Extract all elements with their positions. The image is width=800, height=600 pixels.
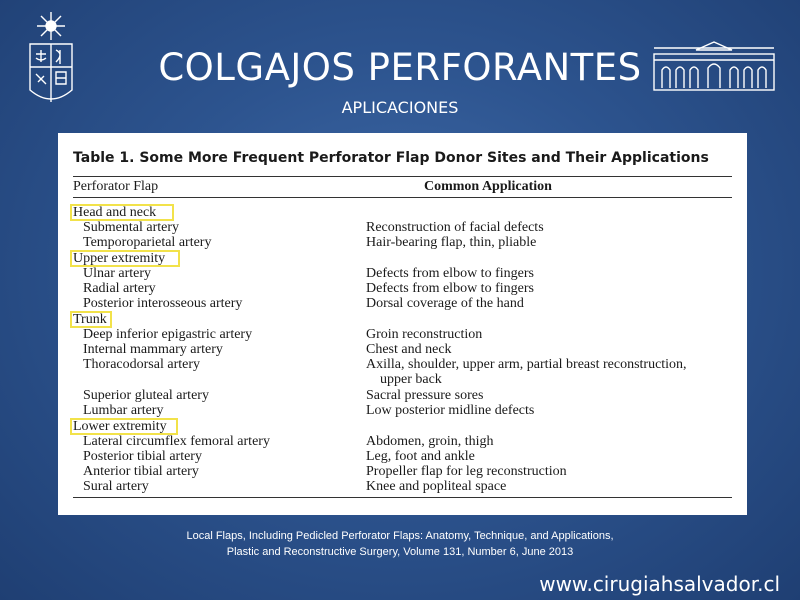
section-highlight	[70, 250, 180, 267]
application-cell: Abdomen, groin, thigh	[366, 434, 494, 449]
flap-cell: Lateral circumflex femoral artery	[83, 434, 270, 449]
table-row	[73, 388, 747, 403]
table-row	[73, 372, 747, 387]
application-cell: upper back	[380, 372, 442, 387]
table-row	[73, 296, 747, 311]
application-cell: Knee and popliteal space	[366, 479, 507, 494]
application-cell: Chest and neck	[366, 342, 452, 357]
table-row	[73, 327, 747, 342]
application-cell: Propeller flap for leg reconstruction	[366, 464, 567, 479]
table-row	[73, 464, 747, 479]
flap-cell: Posterior interosseous artery	[83, 296, 243, 311]
table-row	[73, 266, 747, 281]
table-row	[73, 205, 747, 220]
table-row	[73, 403, 747, 418]
application-cell: Hair-bearing flap, thin, pliable	[366, 235, 537, 250]
table-row	[73, 281, 747, 296]
application-cell: Defects from elbow to fingers	[366, 266, 534, 281]
application-cell: Defects from elbow to fingers	[366, 281, 534, 296]
application-cell: Leg, foot and ankle	[366, 449, 475, 464]
application-cell: Low posterior midline defects	[366, 403, 535, 418]
table-row	[73, 235, 747, 250]
application-cell: Sacral pressure sores	[366, 388, 484, 403]
table-row	[73, 342, 747, 357]
flap-cell: Temporoparietal artery	[83, 235, 212, 250]
section-highlight	[70, 418, 178, 435]
section-highlight	[70, 311, 112, 328]
section-highlight	[70, 204, 174, 221]
flap-cell: Lower extremity	[73, 419, 167, 434]
table-row	[73, 220, 747, 235]
flap-cell: Anterior tibial artery	[83, 464, 199, 479]
application-cell: Groin reconstruction	[366, 327, 483, 342]
flap-cell: Ulnar artery	[83, 266, 152, 281]
slide-subtitle: APLICACIONES	[341, 98, 459, 117]
website-url[interactable]: www.cirugiahsalvador.cl	[539, 572, 780, 596]
column-header-application: Common Application	[424, 179, 552, 194]
table-bottom-rule	[73, 497, 732, 498]
table-top-rule	[73, 176, 732, 177]
table-row	[73, 479, 747, 494]
flap-cell: Submental artery	[83, 220, 180, 235]
flap-cell: Thoracodorsal artery	[83, 357, 200, 372]
column-header-flap: Perforator Flap	[73, 179, 159, 194]
table-row	[73, 449, 747, 464]
flap-cell: Lumbar artery	[83, 403, 164, 418]
application-cell: Dorsal coverage of the hand	[366, 296, 524, 311]
flap-cell: Superior gluteal artery	[83, 388, 209, 403]
reference-line-2: Plastic and Reconstructive Surgery, Volume 131, Number 6, June 2013	[226, 546, 574, 558]
flap-cell: Head and neck	[73, 205, 157, 220]
flap-cell: Sural artery	[83, 479, 149, 494]
table-row	[73, 357, 747, 372]
table-image-panel	[58, 133, 747, 515]
table-row	[73, 434, 747, 449]
table-header-rule	[73, 197, 732, 198]
slide-title: COLGAJOS PERFORANTES	[158, 46, 642, 89]
flap-cell: Deep inferior epigastric artery	[83, 327, 253, 342]
reference-line-1: Local Flaps, Including Pedicled Perforator Flaps: Anatomy, Technique, and Applications,	[186, 530, 614, 542]
flap-cell: Upper extremity	[73, 251, 166, 266]
flap-cell: Internal mammary artery	[83, 342, 223, 357]
application-cell: Reconstruction of facial defects	[366, 220, 544, 235]
flap-cell: Radial artery	[83, 281, 156, 296]
flap-cell: Posterior tibial artery	[83, 449, 202, 464]
application-cell: Axilla, shoulder, upper arm, partial breast reconstruction,	[366, 357, 687, 372]
flap-cell: Trunk	[73, 312, 107, 327]
reference-citation	[0, 528, 800, 560]
table-row	[73, 312, 747, 327]
table-caption: Table 1. Some More Frequent Perforator Flap Donor Sites and Their Applications	[73, 150, 709, 166]
